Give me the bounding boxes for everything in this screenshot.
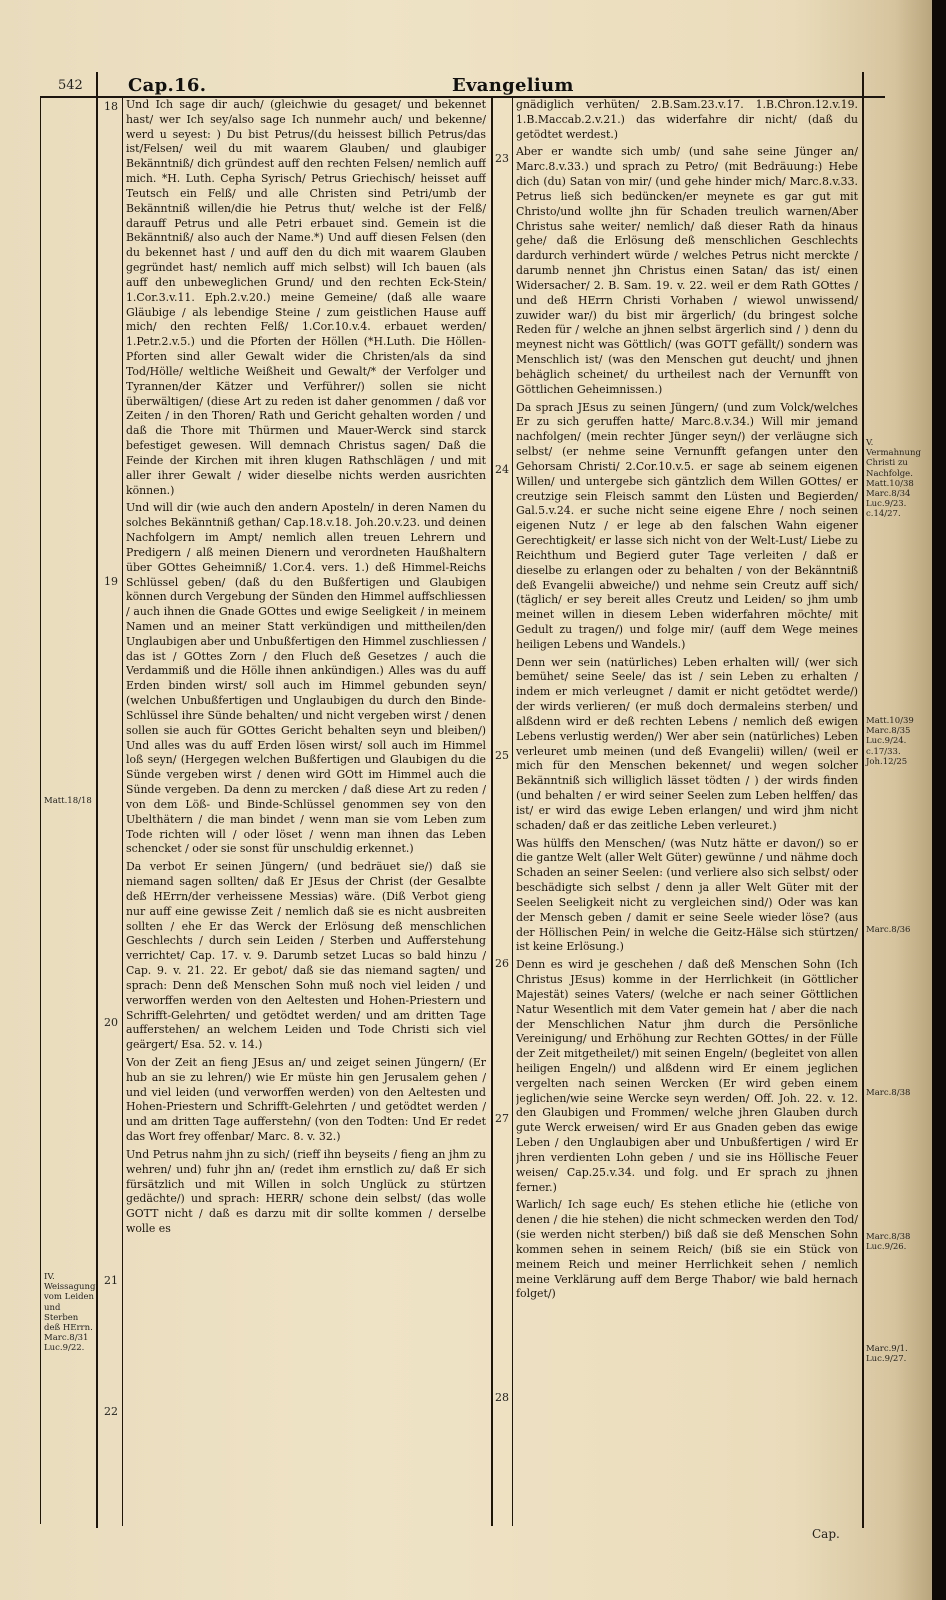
running-head-chapter: Cap.16. — [128, 75, 207, 96]
margin-note: Matt.10/39 Marc.8/35 Luc.9/24. c.17/33. Joh.12/25 — [866, 716, 914, 767]
rule-left-verse — [122, 96, 123, 1526]
page-edge-shadow — [932, 0, 946, 1600]
margin-note: Marc.8/36 — [866, 925, 911, 935]
verse-paragraph: Da verbot Er seinen Jüngern/ (und bedräuet sie/) daß sie niemand sagen sollten/ daß Er JEsus der Christ (der Gesalbte deß HErrn/der verheissene Messias) wäre. (Diß Verbot gieng nur auff eine gewisse Zeit / nemlich daß sie es nicht ausbreiten sollten / ehe Er das Werck der Erlösung deß menschlichen Geschlechts / durch sein Leiden / Sterben und Aufferstehung verrichtet/ Cap. 17. v. 9. Darumb setzet Lucas so bald hinzu / Cap. 9. v. 21. 22. Er gebot/ daß sie das niemand sagten/ und sprach: Denn deß Menschen Sohn muß noch viel leiden / und verworffen werden von den Aeltesten und Hohen-Priestern und Schrifft-Gelehrten/ und getödtet werden/ und am dritten Tage aufferstehen/ an welchem Leiden und Tode Christi sich viel geärgert/ Esa. 52. v. 14.) — [126, 860, 486, 1052]
margin-note: Marc.8/38 Luc.9/26. — [866, 1232, 911, 1253]
text-column-left — [126, 98, 486, 1528]
rule-center-right — [512, 96, 513, 1526]
verse-number: 24 — [495, 463, 509, 476]
catchword: Cap. — [812, 1527, 840, 1541]
rule-right-inner — [862, 72, 864, 1528]
verse-paragraph: Denn wer sein (natürliches) Leben erhalten will/ (wer sich bemühet/ seine Seele/ das ist / sein Leben zu erhalten / indem er mich verleugnet / damit er nicht getödtet werde/) der wirds verlieren/ (er muß doch dermaleins sterben/ und alßdenn wird er deß rechten Lebens / nemlich deß ewigen Lebens verlustig werden/) Wer aber sein (natürliches) Leben verleuret umb meinen (und deß Evangelii) willen/ (weil er mich für den Menschen bekennet/ und wegen solcher Bekänntniß sich williglich lässet tödten / ) der wirds finden (und behalten / er wird seiner Seelen zum Leben helffen/ das ist/ er wird das ewige Leben erlangen/ und wird jhm nicht schaden/ daß er das zeitliche Leben verleuret.) — [516, 655, 858, 832]
page-number: 542 — [58, 78, 83, 93]
verse-number: 26 — [495, 957, 509, 970]
text-column-right — [516, 98, 858, 1528]
running-head-title: Evangelium — [452, 75, 574, 96]
verse-paragraph: Denn es wird je geschehen / daß deß Menschen Sohn (Ich Christus JEsus) komme in der Herrlichkeit (in Göttlicher Majestät) seines Vaters/ (welche er nach seiner Göttlichen Natur Wesentlich mit dem Vater gemein hat / aber die nach der Menschlichen Natur jhm durch die Persönliche Vereinigung/ und Erhöhung zur Rechten GOttes/ in der Fülle der Zeit mitgetheilet/) mit seinen Engeln/ (begleitet von allen heiligen Engeln/) und alßdenn wird Er einem jeglichen vergelten nach seinen Wercken (Er wird geben einem jeglichen/wie seine Wercke seyn werden/ Off. Joh. 22. v. 12. den Glaubigen und Frommen/ welche jhren Glauben durch gute Werck erweisen/ wird Er aus Gnaden geben das ewige Leben / den Unglaubigen aber und Unbußfertigen / wird Er jhren verdienten Lohn geben / und sie ins Höllische Feuer weisen/ Cap.25.v.34. und folg. und Er sprach zu jhnen ferner.) — [516, 958, 858, 1194]
verse-number: 25 — [495, 749, 509, 762]
verse-number: 20 — [104, 1016, 118, 1029]
verse-paragraph: Und Petrus nahm jhn zu sich/ (rieff ihn beyseits / fieng an jhm zu wehren/ und) fuhr jhn an/ (redet ihm ernstlich zu/ daß Er sich fürsätzlich und mit Willen in solch Unglück zu stürtzen gedächte/) und sprach: HERR/ schone dein selbst/ (das wolle GOTT nicht / daß es darzu mit dir sollte kommen / derselbe wolle es — [126, 1147, 486, 1236]
margin-note: Matt.18/18 — [44, 796, 92, 806]
rule-left-inner — [96, 72, 98, 1528]
verse-number: 21 — [104, 1274, 118, 1287]
verse-paragraph: Aber er wandte sich umb/ (und sahe seine Jünger an/ Marc.8.v.33.) und sprach zu Petro/ (mit Bedräuung:) Hebe dich (du) Satan von mir/ (und gehe hinder mich/ Marc.8.v.33. Petrus ließ sich bedüncken/er meynete es gar gut mit Christo/und wollte jhn für Schaden treulich warnen/Aber Christus sahe weiter/ nemlich/ daß dieser Rath da hinaus gehe/ daß die Erlösung deß menschlichen Geschlechts dardurch verhindert würde / welches Petrus nicht merckte / darumb nennet jhn Christus einen Satan/ das ist/ einen Widersacher/ 2. B. Sam. 19. v. 22. weil er dem Rath GOttes / und deß HErrn Christi Vorhaben / wiewol unwissend/ zuwider war/) du bist mir ärgerlich/ (du bringest solche Reden für / welche an jhnen selbst ärgerlich sind / ) denn du meynest nicht was Göttlich/ (was GOTT gefällt/) sondern was Menschlich ist/ (was den Menschen gut deucht/ und jhnen behäglich scheinet/ du urtheilest nach der Vernunfft von Göttlichen Geheimnissen.) — [516, 145, 858, 396]
verse-paragraph: Und will dir (wie auch den andern Aposteln/ in deren Namen du solches Bekänntniß gethan/ Cap.18.v.18. Joh.20.v.23. und deinen Nachfolgern im Ampt/ nemlich allen treuen Lehrern und Predigern / alß meinen Dienern und verordneten Haußhaltern über GOttes Geheimniß/ 1.Cor.4. vers. 1.) deß Himmel-Reichs Schlüssel geben/ (daß du den Bußfertigen und Glaubigen können durch Vergebung der Sünden den Himmel auffschliessen / auch ihnen die Gnade GOttes und ewige Seeligkeit / in meinem Namen und an meiner Statt verkündigen und mittheilen/den Unglaubigen aber und Unbußfertigen den Himmel zuschliessen / das ist / GOttes Zorn / den Fluch deß Gesetzes / auch die Verdammiß und die Hölle ihnen ankündigen.) Alles was du auff Erden binden wirst/ soll auch im Himmel gebunden seyn/ (welchen Unbußfertigen und Unglaubigen du durch den Binde-Schlüssel ihre Sünde behalten/ und nicht vergeben wirst / denen sollen sie auch für GOttes Gericht behalten seyn und bleiben/) Und alles was du auff Erden lösen wirst/ soll auch im Himmel loß seyn/ (Hergegen welchen Bußfertigen und Glaubigen du die Sünde vergeben wirst / denen wird GOtt im Himmel auch die Sünde vergeben. Da denn zu mercken / daß diese Art zu reden / von dem Löß- und Binde-Schlüssel genommen sey von den Ubelthätern / die man bindet / wenn man sie vom Leben zum Tode richten will / oder löset / wenn man ihnen das Leben schencket / oder sie sonst für unschuldig erkennet.) — [126, 501, 486, 856]
verse-paragraph: Von der Zeit an fieng JEsus an/ und zeiget seinen Jüngern/ (Er hub an sie zu lehren/) wie Er müste hin gen Jerusalem gehen / und viel leiden (und verworffen werden) von den Aeltesten und Hohen-Priestern und Schrifft-Gelehrten / und getödtet werden / und am dritten Tage aufferstehn/ (von den Todten: Und Er redet das Wort frey offenbar/ Marc. 8. v. 32.) — [126, 1056, 486, 1144]
verse-number: 28 — [495, 1391, 509, 1404]
rule-left-outer — [40, 96, 41, 1524]
verse-number: 18 — [104, 100, 118, 113]
verse-paragraph: Was hülffs den Menschen/ (was Nutz hätte er davon/) so er die gantze Welt (aller Welt Güter) gewünne / und nähme doch Schaden an seiner Seelen: (und verliere also sich selbst/ oder beschädigte sich selbst / denn ja aller Welt Güter mit der Seelen Seeligkeit nicht zu vergleichen sind/) Oder was kan der Mensch geben / damit er seine Seele wieder löse? (aus der Höllischen Pein/ in welche die Geitz-Hälse sich stürtzen/ ist keine Erlösung.) — [516, 836, 858, 954]
verse-number: 27 — [495, 1112, 509, 1125]
verse-number: 23 — [495, 152, 509, 165]
verse-paragraph: gnädiglich verhüten/ 2.B.Sam.23.v.17. 1.B.Chron.12.v.19. 1.B.Maccab.2.v.21.) das widerfahre dir nicht/ (daß du getödtet werdest.) — [516, 98, 858, 141]
margin-note: Marc.8/38 — [866, 1088, 911, 1098]
verse-number: 19 — [104, 575, 118, 588]
verse-paragraph: Und Ich sage dir auch/ (gleichwie du gesaget/ und bekennet hast/ wer Ich sey/also sage Ich nunmehr auch/ und bekenne/ werd u seyest: ) Du bist Petrus/(du heissest billich Petrus/das ist/Felsen/ weil du mit waarem Glauben/ und glaubiger Bekänntniß/ dich gründest auff den rechten Felsen/ nemlich auff mich. *H. Luth. Cepha Syrisch/ Petrus Griechisch/ heisset auff Teutsch ein Felß/ und alle Christen sind Petri/umb der Bekänntniß willen/die hie Petrus thut/ welche ist der Felß/ darauff Petrus und alle Petri erbauet sind. Gemein ist die Bekänntniß/ also auch der Name.*) Und auff diesen Felsen (den du bekennet hast / und auff den du dich mit waarem Glauben gegründet hast/ nemlich auff mich selbst) will Ich bauen (als auff den unbeweglichen Grund/ und den rechten Eck-Stein/ 1.Cor.3.v.11. Eph.2.v.20.) meine Gemeine/ (daß alle waare Gläubige / als lebendige Steine / zum geistlichen Hause auff mich/ den rechten Felß/ 1.Cor.10.v.4. erbauet werden/ 1.Petr.2.v.5.) und die Pforten der Höllen (*H.Luth. Die Höllen-Pforten sind aller Gewalt wider die Christen/als da sind Tod/Hölle/ weltliche Weißheit und Gewalt/* der Verfolger und Tyrannen/der Kätzer und Verführer/) sollen sie nicht überwältigen/ (diese Art zu reden ist daher genommen / daß vor Zeiten / in den Thoren/ Rath und Gericht gehalten worden / und daß die Thore mit Thürmen und Mauer-Werck sind starck befestiget gewesen. Will demnach Christus sagen/ Daß die Feinde der Kirchen mit ihren klugen Rathschlägen / und mit aller ihrer Gewalt / wider dieselbe nichts werden ausrichten können.) — [126, 98, 486, 497]
rule-center-left — [491, 96, 493, 1526]
verse-paragraph: Da sprach JEsus zu seinen Jüngern/ (und zum Volck/welches Er zu sich geruffen hatte/ Marc.8.v.34.) Will mir jemand nachfolgen/ (mein rechter Jünger seyn/) der verläugne sich selbst/ (er nehme seine Vernunfft gefangen unter den Gehorsam Christi/ 2.Cor.10.v.5. er sage ab seinem eigenen Willen/ und untergebe sich gäntzlich dem Willen GOttes/ er creutzige sein Fleisch sammt den Lüsten und Begierden/ Gal.5.v.24. er suche nicht seine eigene Ehre / noch seinen eigenen Nutz / er lege ab den falschen Wahn eigener Gerechtigkeit/ er lasse sich nicht von der Welt-Lust/ Liebe zu Reichthum und Begierd guter Tage verleiten / daß er dieselbe zu erlangen oder zu behalten / von der Bekänntniß deß Evangelii abweiche/) und nehme sein Creutz auff sich/ (täglich/ er sey bereit alles Creutz und Leiden/ so jhm umb meinet willen in diesem Leben widerfahren möchte/ mit Gedult zu tragen/) und folge mir/ (auff dem Wege meines heiligen Lebens und Wandels.) — [516, 400, 858, 651]
margin-note: IV. Weissagung vom Leiden und Sterben deß HErrn. Marc.8/31 Luc.9/22. — [44, 1272, 96, 1354]
verse-number: 22 — [104, 1405, 118, 1418]
verse-paragraph: Warlich/ Ich sage euch/ Es stehen etliche hie (etliche von denen / die hie stehen) die nicht schmecken werden den Tod/ (sie werden nicht sterben/) biß daß sie deß Menschen Sohn kommen sehen in seinem Reich/ (biß sie ein Stück von meinem Reich und meiner Herrlichkeit sehen / nemlich meine Verklärung auff dem Berge Thabor/ wie bald hernach folget/) — [516, 1198, 858, 1301]
margin-note: V. Vermahnung Christi zu Nachfolge. Matt.10/38 Marc.8/34 Luc.9/23. c.14/27. — [866, 438, 921, 520]
margin-note: Marc.9/1. Luc.9/27. — [866, 1344, 908, 1365]
